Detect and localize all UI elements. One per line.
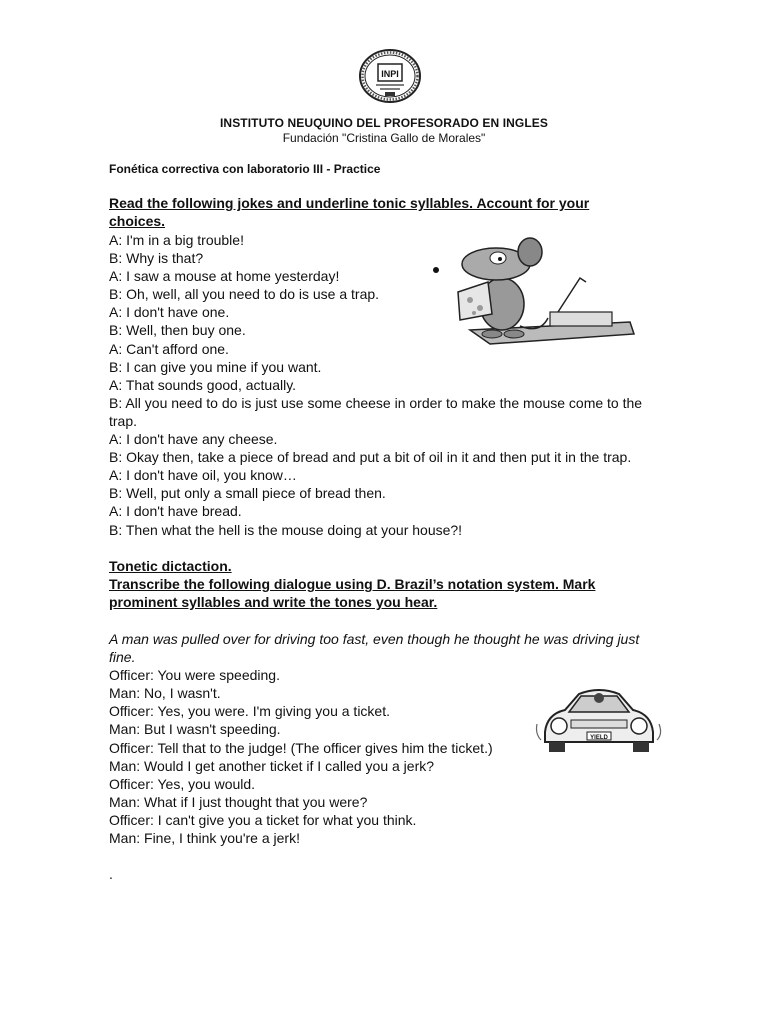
dialogue-line: Man: No, I wasn't.	[109, 685, 221, 702]
dialogue-line: B: I can give you mine if you want.	[109, 358, 322, 375]
dialogue-line: A: I saw a mouse at home yesterday!	[109, 268, 340, 285]
dialogue-line: Man: Fine, I think you're a jerk!	[109, 830, 300, 847]
car-plate: YIELD	[590, 735, 608, 741]
dialogue-line: B: Why is that?	[109, 250, 204, 267]
trailing-dot: .	[109, 866, 113, 882]
dialogue-line: Officer: Yes, you would.	[109, 775, 256, 792]
dialogue-line: Officer: You were speeding.	[109, 667, 280, 684]
dialogue-line: Officer: I can't give you a ticket for what you think.	[109, 811, 417, 828]
foundation-name: Fundación "Cristina Gallo de Morales"	[282, 131, 486, 145]
section1-instruction: Read the following jokes and underline tonic syllables. Account for your choices.	[109, 195, 590, 229]
institute-name: INSTITUTO NEUQUINO DEL PROFESORADO EN INGLES	[220, 116, 548, 130]
dialogue-intro: A man was pulled over for driving too fast, even though he thought he was driving just fine.	[109, 631, 640, 666]
dialogue-line: A: Can't afford one.	[109, 340, 229, 357]
dialogue-line: Man: What if I just thought that you were?	[109, 793, 368, 810]
institute-seal-logo	[358, 48, 422, 104]
dialogue-line: A: I'm in a big trouble!	[109, 232, 244, 248]
dialogue-line: Man: Would I get another ticket if I called you a jerk?	[109, 757, 435, 774]
dialogue-line: A: I don't have bread.	[109, 503, 242, 520]
mouse-cartoon-illustration	[430, 234, 638, 346]
dialogue-line: A: I don't have any cheese.	[109, 431, 278, 448]
dialogue-line: B: Well, put only a small piece of bread then.	[109, 485, 386, 502]
dialogue-line: B: Oh, well, all you need to do is use a trap.	[109, 286, 380, 303]
dialogue-line: A: I don't have oil, you know…	[109, 467, 297, 484]
dialogue-line: A: That sounds good, actually.	[109, 376, 297, 393]
dialogue-line: Officer: Yes, you were. I'm giving you a ticket.	[109, 703, 390, 720]
car-cartoon-illustration	[535, 684, 663, 760]
section2-title: Tonetic dictaction.	[109, 558, 232, 574]
dialogue-line: Man: But I wasn't speeding.	[109, 721, 281, 738]
dialogue-line: A: I don't have one.	[109, 304, 230, 321]
dialogue-line: B: Well, then buy one.	[109, 322, 246, 339]
dialogue-line: B: Then what the hell is the mouse doing at your house?!	[109, 521, 463, 538]
section2-instruction: Transcribe the following dialogue using D. Brazil’s notation system. Mark prominent syllables and write the tones you hear.	[109, 576, 596, 610]
logo-lettering: INPI	[381, 69, 399, 79]
dialogue-line: B: All you need to do is just use some cheese in order to make the mouse come to the trap.	[109, 394, 643, 429]
dialogue-line: B: Okay then, take a piece of bread and put a bit of oil in it and then put it in the trap.	[109, 449, 632, 466]
dialogue-line: Officer: Tell that to the judge! (The officer gives him the ticket.)	[109, 739, 493, 756]
course-title: Fonética correctiva con laboratorio III - Practice	[109, 162, 381, 176]
